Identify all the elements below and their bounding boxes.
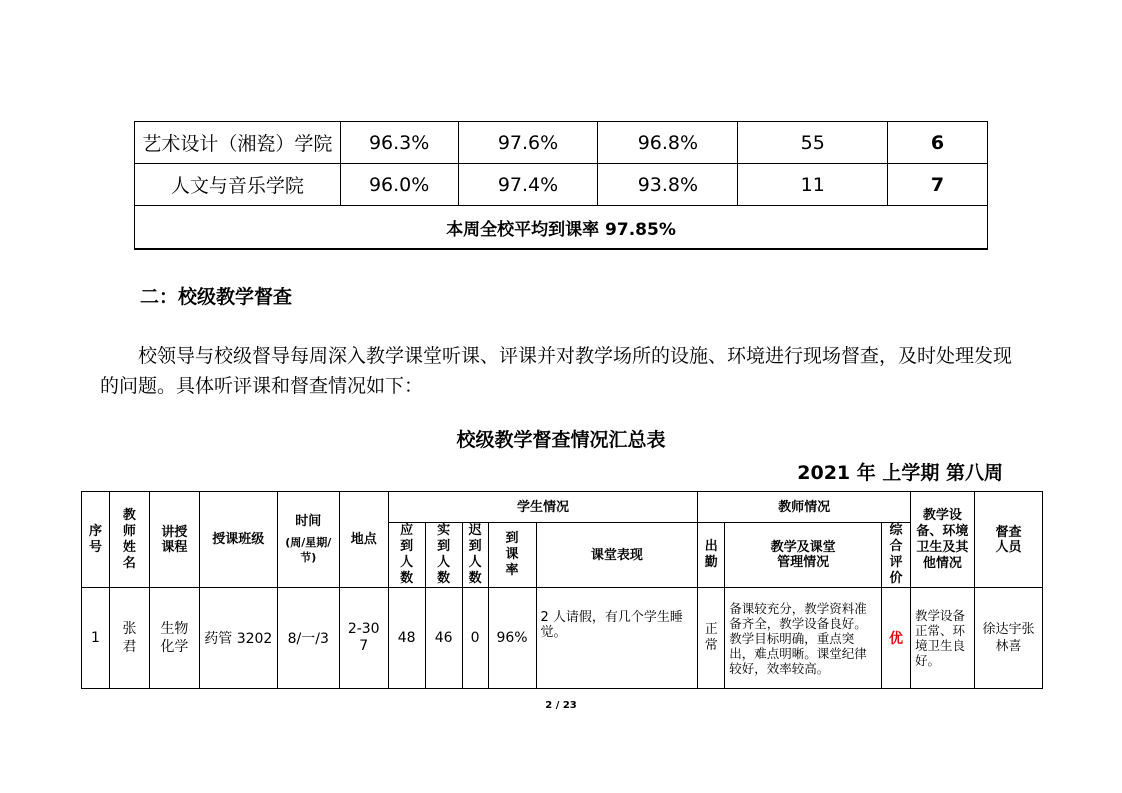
cell-rate: 96% xyxy=(488,588,536,689)
count-cell: 55 xyxy=(738,122,888,164)
cell-attendance: 正常 xyxy=(698,588,725,689)
header-row xyxy=(82,492,1043,523)
header-place: 地点 xyxy=(339,492,388,588)
college-name: 人文与音乐学院 xyxy=(135,164,341,206)
header-mgmt: 教学及课堂管理情况 xyxy=(725,523,882,588)
cell-mgmt: 备课较充分，教学资料准备齐全，教学设备良好。教学目标明确，重点突出，难点明晰。课堂纪律较好，效率较高。 xyxy=(725,588,882,689)
header-performance: 课堂表现 xyxy=(536,523,698,588)
header-teacher-info: 教师情况 xyxy=(698,492,911,523)
header-actual: 实到人数 xyxy=(425,523,462,588)
cell-inspector: 徐达宇张林喜 xyxy=(974,588,1042,689)
table-row xyxy=(135,122,988,164)
cell-env: 教学设备正常、环境卫生良好。 xyxy=(910,588,974,689)
header-time xyxy=(277,492,339,588)
cell-course: 生物化学 xyxy=(149,588,199,689)
rate-cell: 93.8% xyxy=(598,164,738,206)
college-attendance-table xyxy=(134,121,988,250)
header-env: 教学设备、环境卫生及其他情况 xyxy=(910,492,974,588)
header-teacher: 教师姓名 xyxy=(109,492,149,588)
table-title: 校级教学督查情况汇总表 xyxy=(456,429,666,451)
cell-time: 8/一/3 xyxy=(277,588,339,689)
cell-actual: 46 xyxy=(425,588,462,689)
header-inspector: 督查人员 xyxy=(974,492,1042,588)
header-course: 讲授课程 xyxy=(149,492,199,588)
cell-teacher: 张君 xyxy=(109,588,149,689)
rate-cell: 96.8% xyxy=(598,122,738,164)
section-title: 二：校级教学督查 xyxy=(140,286,293,308)
table-row xyxy=(135,164,988,206)
intro-paragraph: 校领导与校级督导每周深入教学课堂听课、评课并对教学场所的设施、环境进行现场督查，及时处理发现的问题。具体听评课和督查情况如下： xyxy=(100,345,1013,397)
count-cell: 11 xyxy=(738,164,888,206)
header-rate: 到课率 xyxy=(488,523,536,588)
header-overall: 综合评价 xyxy=(881,523,910,588)
rate-cell: 97.4% xyxy=(458,164,598,206)
cell-overall: 优 xyxy=(881,588,910,689)
cell-seq: 1 xyxy=(82,588,110,689)
cell-performance: 2 人请假，有几个学生睡觉。 xyxy=(536,588,698,689)
rank-cell: 7 xyxy=(888,164,988,206)
rate-cell: 96.3% xyxy=(340,122,458,164)
rank-cell: 6 xyxy=(888,122,988,164)
page-number: 2 / 23 xyxy=(545,700,577,711)
cell-late: 0 xyxy=(462,588,488,689)
cell-should: 48 xyxy=(388,588,425,689)
rate-cell: 97.6% xyxy=(458,122,598,164)
header-time-label: 时间 xyxy=(295,514,322,529)
header-should: 应到人数 xyxy=(388,523,425,588)
cell-place: 2-307 xyxy=(339,588,388,689)
header-attendance: 出勤 xyxy=(698,523,725,588)
table-row xyxy=(82,588,1043,689)
header-late: 迟到人数 xyxy=(462,523,488,588)
average-text: 本周全校平均到课率 97.85% xyxy=(135,206,988,250)
inspection-table xyxy=(81,491,1043,689)
cell-class: 药管 3202 xyxy=(199,588,277,689)
header-seq: 序号 xyxy=(82,492,110,588)
rate-cell: 96.0% xyxy=(340,164,458,206)
college-name: 艺术设计（湘瓷）学院 xyxy=(135,122,341,164)
term-label: 2021 年 上学期 第八周 xyxy=(797,462,1003,484)
header-students: 学生情况 xyxy=(388,492,698,523)
header-time-sub: (周/星期/节) xyxy=(285,536,332,564)
average-row xyxy=(135,206,988,250)
header-class: 授课班级 xyxy=(199,492,277,588)
